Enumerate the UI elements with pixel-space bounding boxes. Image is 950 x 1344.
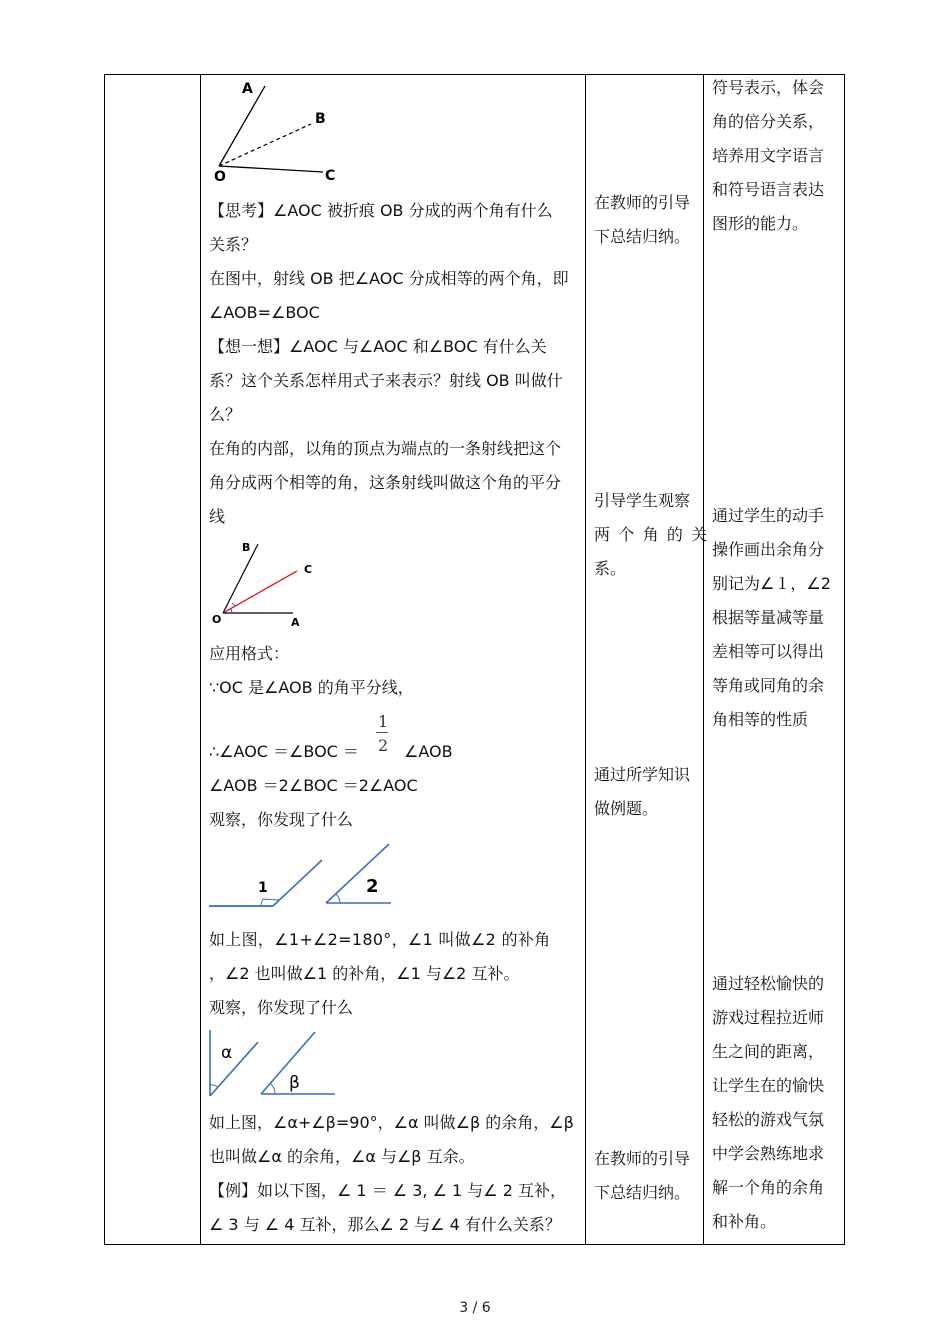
label-c: C bbox=[325, 168, 336, 184]
label-a: A bbox=[242, 81, 253, 97]
supplementary-angles-figure bbox=[205, 840, 400, 910]
label-2: 2 bbox=[366, 876, 379, 897]
student-activity-3: 通过所学知识 做例题。 bbox=[594, 765, 691, 818]
because-line: ∵OC 是∠AOB 的角平分线， bbox=[209, 678, 414, 697]
design-intent-3: 通过轻松愉快的 游戏过程拉近师 生之间的距离， 让学生在的愉快 轻松的游戏气氛 中学会熟练地求 解一个角的余角 和补角。 bbox=[712, 974, 825, 1231]
column-divider bbox=[703, 75, 704, 1244]
label-o: O bbox=[212, 613, 222, 626]
design-intent-1: 符号表示，体会 角的倍分关系， 培养用文字语言 和符号语言表达 图形的能力。 bbox=[712, 78, 825, 233]
label-b: B bbox=[315, 111, 326, 127]
complementary-angles-figure bbox=[205, 1028, 340, 1100]
label-b: B bbox=[242, 541, 251, 554]
fraction-denominator: 2 bbox=[378, 736, 389, 755]
fraction-bar bbox=[376, 732, 388, 733]
think-question: 【思考】∠AOC 被折痕 OB 分成的两个角有什么 关系？ 在图中，射线 OB 把∠AOC 分成相等的两个角，即 ∠AOB=∠BOC 【想一想】∠AOC 与∠AOC 和∠BOC 有什么关 系？这个关系怎样用式子来表示？射线 OB 叫做什 么？ 在角的内部，以角的顶点为端点的一条射线把这个 角分成两个相等的角，这条射线叫做这个角的平分 线 bbox=[209, 201, 569, 526]
label-o: O bbox=[214, 169, 226, 185]
student-activity-1: 在教师的引导 下总结归纳。 bbox=[594, 193, 691, 246]
angle-bisector-figure bbox=[205, 540, 335, 635]
equation-line: ∠AOB ＝2∠BOC ＝2∠AOC bbox=[209, 776, 418, 795]
column-divider bbox=[200, 75, 201, 1244]
therefore-line: ∴∠AOC ＝∠BOC ＝ bbox=[209, 742, 359, 761]
angle-aoc-figure bbox=[205, 76, 345, 186]
therefore-line-end: ∠AOB bbox=[404, 742, 453, 761]
student-activity-4: 在教师的引导 下总结归纳。 bbox=[594, 1149, 691, 1202]
page-number: 3 / 6 bbox=[459, 1300, 491, 1316]
design-intent-2: 通过学生的动手 操作画出余角分 别记为∠１，∠2 根据等量减等量 差相等可以得出 等角或同角的余 角相等的性质 bbox=[712, 506, 831, 729]
format-title: 应用格式： bbox=[209, 644, 290, 663]
label-a: A bbox=[291, 616, 300, 629]
label-1: 1 bbox=[258, 880, 268, 896]
label-beta: β bbox=[289, 1073, 300, 1093]
label-c: C bbox=[304, 563, 313, 576]
student-activity-2: 引导学生观察 两 个 角 的 关 系。 bbox=[594, 491, 709, 578]
supplementary-text: 如上图，∠1+∠2=180°，∠1 叫做∠2 的补角 ，∠2 也叫做∠1 的补角，∠1 与∠2 互补。 观察，你发现了什么 bbox=[209, 930, 551, 1017]
observe-prompt: 观察，你发现了什么 bbox=[209, 810, 354, 829]
label-alpha: α bbox=[221, 1043, 233, 1063]
column-divider bbox=[585, 75, 586, 1244]
fraction-numerator: 1 bbox=[378, 712, 389, 731]
complementary-text: 如上图，∠α+∠β=90°，∠α 叫做∠β 的余角，∠β 也叫做∠α 的余角，∠α 与∠β 互余。 【例】如以下图，∠ 1 ＝ ∠ 3, ∠ 1 与∠ 2 互补， ∠ 3 与 ∠ 4 互补，那么∠ 2 与∠ 4 有什么关系？ bbox=[209, 1113, 574, 1234]
